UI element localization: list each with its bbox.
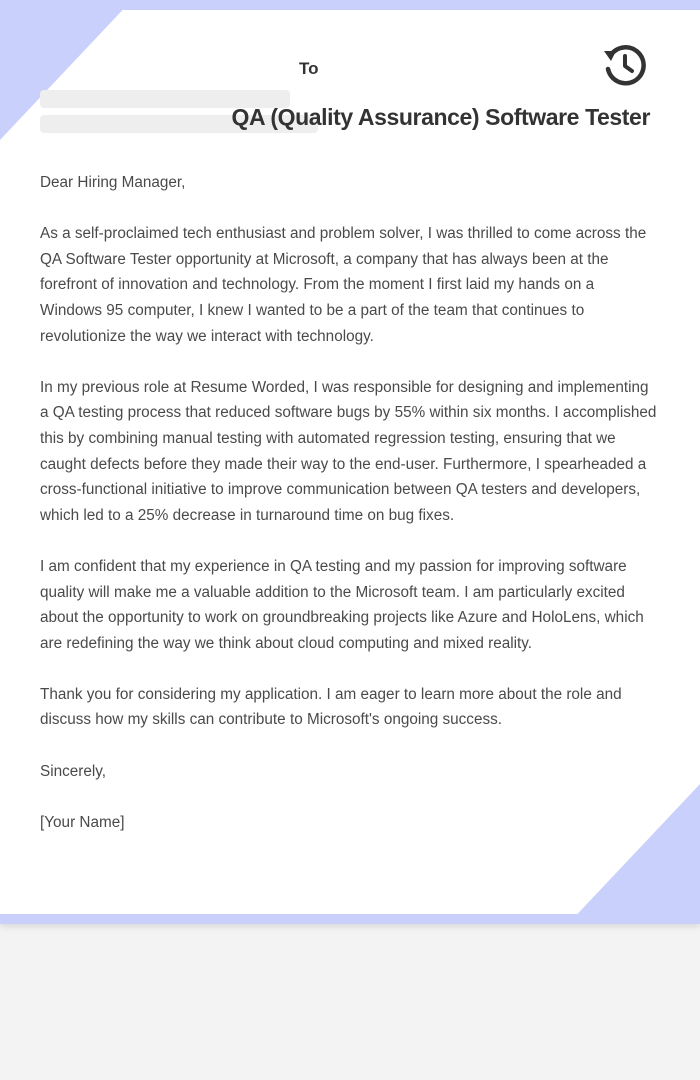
salutation: Dear Hiring Manager,: [40, 174, 186, 191]
page-title: QA (Quality Assurance) Software Tester: [231, 104, 650, 130]
accent-band-bottom: [0, 914, 700, 924]
paragraph-3: I am confident that my experience in QA testing and my passion for improving software quality will make me a valuable addition to the Microsoft team. I am particularly excited about the opportunity to work on groundbreaking projects like Azure and HoloLens, which are redefining the way we think about cloud computing and mixed reality.: [40, 557, 644, 652]
letter-body: [40, 170, 660, 861]
signature: [Your Name]: [40, 813, 125, 831]
history-icon[interactable]: [602, 42, 648, 88]
paragraph-4: Thank you for considering my application. I am eager to learn more about the role and discuss how my skills can contribute to Microsoft's ongoing success.: [40, 685, 622, 729]
paragraph-2: In my previous role at Resume Worded, I was responsible for designing and implementing a QA testing process that reduced software bugs by 55% within six months. I accomplished this by combining manual testing with automated regression testing, ensuring that we caught defects before they made their way to the end-user. Furthermore, I spearheaded a cross-functional initiative to improve communication between QA testers and developers, which led to a 25% decrease in turnaround time on bug fixes.: [40, 378, 657, 524]
paragraph-1: As a self-proclaimed tech enthusiast and problem solver, I was thrilled to come across the QA Software Tester opportunity at Microsoft, a company that has always been at the forefront of innovation and technology. From the moment I first laid my hands on a Windows 95 computer, I knew I wanted to be a part of the team that continues to revolutionize the way we interact with technology.: [40, 225, 647, 345]
closing: Sincerely,: [40, 762, 107, 780]
to-label: To: [299, 59, 319, 78]
